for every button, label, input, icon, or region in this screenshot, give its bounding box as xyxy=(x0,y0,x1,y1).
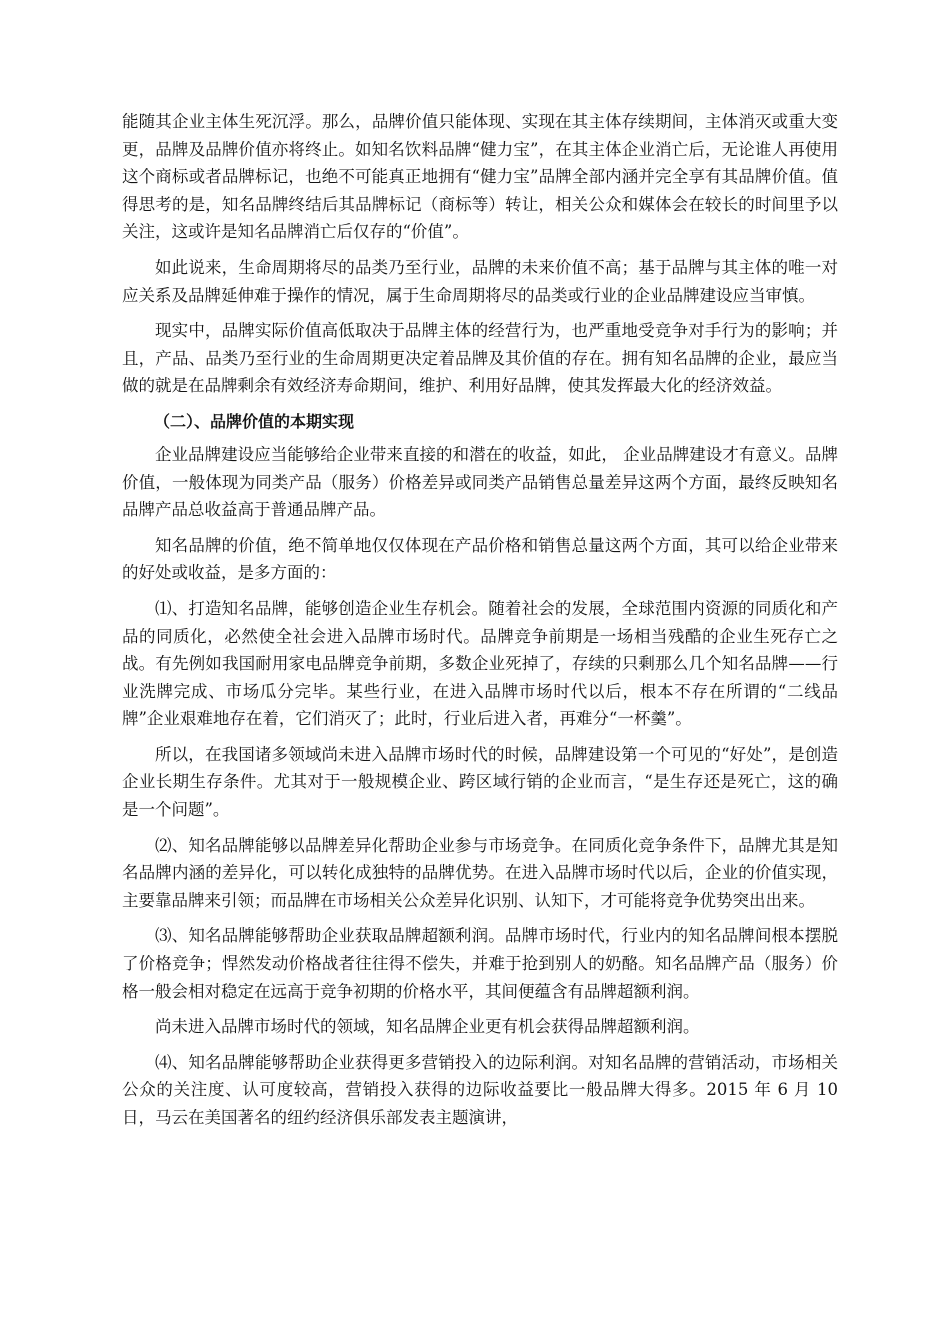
list-item-3: ⑶、知名品牌能够帮助企业获取品牌超额利润。品牌市场时代，行业内的知名品牌间根本摆脱了价格竞争；悍然发动价格战者往往得不偿失，并难于抢到别人的奶酪。知名品牌产品（服务）价格一般会相对稳定在远高于竞争初期的价格水平，其间便蕴含有品牌超额利润。 xyxy=(122,926,838,1001)
paragraph-brand-building: 企业品牌建设应当能够给企业带来直接的和潜在的收益，如此， 企业品牌建设才有意义。品牌价值，一般体现为同类产品（服务）价格差异或同类产品销售总量差异这两个方面，最终反映知名品牌产品总收益高于普通品牌产品。 xyxy=(122,444,838,520)
paragraph-reality: 现实中，品牌实际价值高低取决于品牌主体的经营行为，也严重地受竞争对手行为的影响；并且，产品、品类乃至行业的生命周期更决定着品牌及其价值的存在。拥有知名品牌的企业，最应当做的就是在品牌剩余有效经济寿命期间，维护、利用好品牌，使其发挥最大化的经济效益。 xyxy=(122,321,838,396)
paragraph-excess-profit: 尚未进入品牌市场时代的领域，知名品牌企业更有机会获得品牌超额利润。 xyxy=(155,1017,700,1037)
paragraph-brand-value: 知名品牌的价值，绝不简单地仅仅体现在产品价格和销售总量这两个方面，其可以给企业带来的好处或收益，是多方面的： xyxy=(122,535,838,583)
paragraph-survival: 所以，在我国诸多领域尚未进入品牌市场时代的时候，品牌建设第一个可见的“好处”，是创造企业长期生存条件。尤其对于一般规模企业、跨区域行销的企业而言，“是生存还是死亡，这的确是一个问题”。 xyxy=(122,744,838,820)
section-heading: （二）、品牌价值的本期实现 xyxy=(154,411,355,431)
paragraph-lifecycle: 如此说来，生命周期将尽的品类乃至行业，品牌的未来价值不高；基于品牌与其主体的唯一对应关系及品牌延伸难于操作的情况，属于生命周期将尽的品类或行业的企业品牌建设应当审慎。 xyxy=(122,257,838,305)
document-page xyxy=(122,108,838,1140)
list-item-4: ⑷、知名品牌能够帮助企业获得更多营销投入的边际利润。对知名品牌的营销活动，市场相关公众的关注度、认可度较高，营销投入获得的边际收益要比一般品牌大得多。2015 年 6 月 10 日，马云在美国著名的纽约经济俱乐部发表主题演讲， xyxy=(122,1052,838,1127)
paragraph-continuation: 能随其企业主体生死沉浮。那么，品牌价值只能体现、实现在其主体存续期间，主体消灭或重大变更，品牌及品牌价值亦将终止。如知名饮料品牌“健力宝”，在其主体企业消亡后，无论谁人再使用这个商标或者品牌标记，也绝不可能真正地拥有“健力宝”品牌全部内涵并完全享有其品牌价值。值得思考的是，知名品牌终结后其品牌标记（商标等）转让，相关公众和媒体会在较长的时间里予以关注，这或许是知名品牌消亡后仅存的“价值”。 xyxy=(122,112,838,242)
list-item-2: ⑵、知名品牌能够以品牌差异化帮助企业参与市场竞争。在同质化竞争条件下，品牌尤其是知名品牌内涵的差异化，可以转化成独特的品牌优势。在进入品牌市场时代以后，企业的价值实现，主要靠品牌来引领；而品牌在市场相关公众差异化识别、认知下，才可能将竞争优势突出出来。 xyxy=(122,835,838,910)
list-item-1: ⑴、打造知名品牌，能够创造企业生存机会。随着社会的发展，全球范围内资源的同质化和产品的同质化，必然使全社会进入品牌市场时代。品牌竞争前期是一场相当残酷的企业生死存亡之战。有先例如我国耐用家电品牌竞争前期，多数企业死掉了，存续的只剩那么几个知名品牌——行业洗牌完成、市场瓜分完毕。某些行业，在进入品牌市场时代以后，根本不存在所谓的“二线品牌”企业艰难地存在着，它们消灭了；此时，行业后进入者，再难分“一杯羹”。 xyxy=(122,598,838,729)
